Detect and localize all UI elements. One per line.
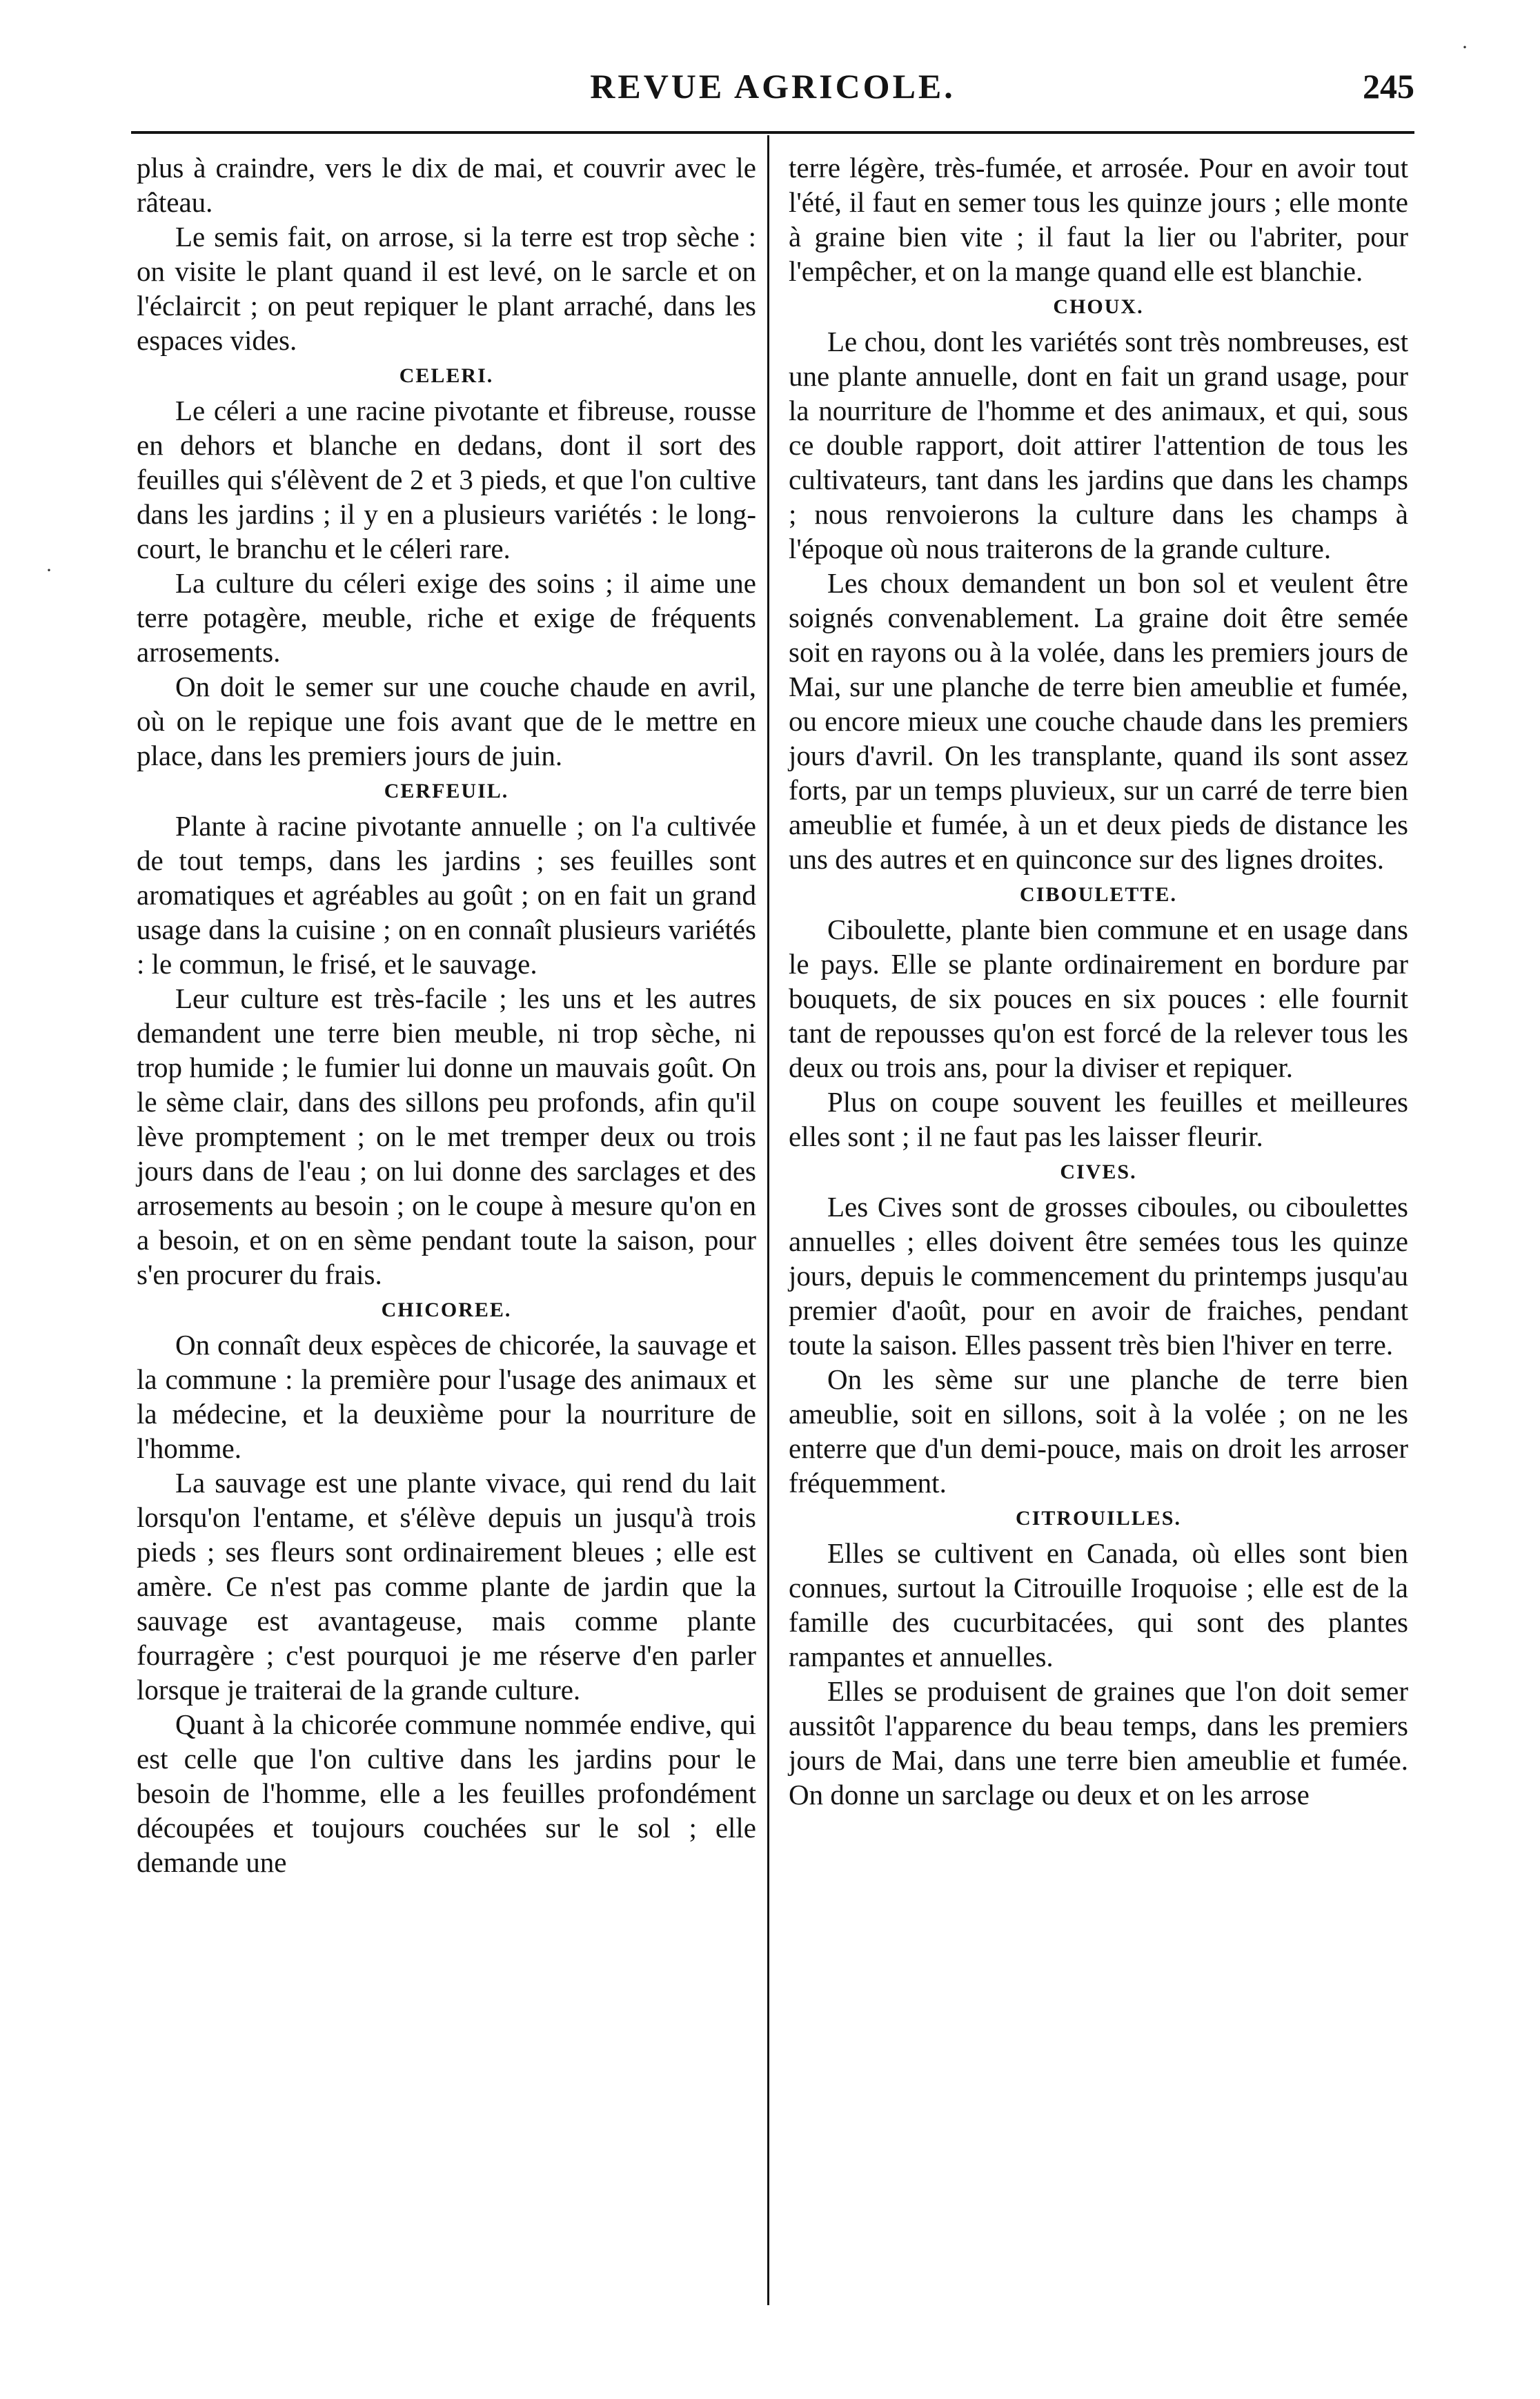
paragraph: Le semis fait, on arrose, si la terre est trop sèche : on visite le plant quand il est levé, on le sarcle et on l'éclaircit ; on peut repiquer le plant arraché, dans les espaces vides. bbox=[137, 221, 756, 356]
journal-title: REVUE AGRICOLE. bbox=[590, 67, 956, 106]
page-number: 245 bbox=[1363, 67, 1414, 106]
print-speck: · bbox=[46, 559, 52, 582]
section-heading-ciboulette: CIBOULETTE. bbox=[1020, 883, 1177, 906]
header-rule bbox=[131, 131, 1414, 134]
section-heading-choux: CHOUX. bbox=[1053, 295, 1144, 318]
paragraph: terre légère, très-fumée, et arrosée. Pour en avoir tout l'été, il faut en semer tous les quinze jours ; elle monte à graine bien vite ; il faut la lier ou l'abriter, pour l'empêcher, et on la mange quand elle est blanchie. bbox=[789, 152, 1408, 287]
paragraph: On les sème sur une planche de terre bien ameublie, soit en sillons, soit à la volée ; on ne les enterre que d'un demi-pouce, mais on droit les arroser fréquemment. bbox=[789, 1363, 1408, 1499]
paragraph: Ciboulette, plante bien commune et en usage dans le pays. Elle se plante ordinairement en bordure par bouquets, de six pouces en six pouces : elle fournit tant de repousses qu'on est forcé de la relever tous les deux ou trois ans, pour la diviser et repiquer. bbox=[789, 914, 1408, 1083]
section-heading-chicoree: CHICOREE. bbox=[381, 1299, 512, 1321]
paragraph: Leur culture est très-facile ; les uns et les autres demandent une terre bien meuble, ni trop sèche, ni trop humide ; le fumier lui donne un mauvais goût. On le sème clair, dans des sillons peu profonds, afin qu'il lève promptement ; on le met tremper deux ou trois jours dans de l'eau ; on lui donne des sarclages et des arrosements au besoin ; on le coupe à mesure qu'on en a besoin, et on en sème pendant toute la saison, pour s'en procurer du frais. bbox=[137, 983, 756, 1290]
paragraph: Le céleri a une racine pivotante et fibreuse, rousse en dehors et blanche en dedans, dont il sort des feuilles qui s'élèvent de 2 et 3 pieds, et que l'on cultive dans les jardins ; il y en a plusieurs variétés : le long-court, le branchu et le céleri rare. bbox=[137, 395, 756, 564]
running-header bbox=[131, 66, 1414, 128]
paragraph: Plus on coupe souvent les feuilles et meilleures elles sont ; il ne faut pas les laisser fleurir. bbox=[789, 1086, 1408, 1152]
paragraph: La sauvage est une plante vivace, qui rend du lait lorsqu'on l'entame, et s'élève depuis un jusqu'à trois pieds ; ses fleurs sont ordinairement bleues ; elle est amère. Ce n'est pas comme plante de jardin que la sauvage est avantageuse, mais comme plante fourragère ; c'est pourquoi je me réserve d'en parler lorsque je traiterai de la grande culture. bbox=[137, 1467, 756, 1706]
section-heading-citrouilles: CITROUILLES. bbox=[1016, 1507, 1181, 1530]
section-heading-cerfeuil: CERFEUIL. bbox=[384, 780, 509, 802]
column-divider bbox=[767, 135, 769, 2305]
paragraph: Quant à la chicorée commune nommée endive, qui est celle que l'on cultive dans les jardins pour le besoin de l'homme, elle a les feuilles profondément découpées et toujours couchées sur le sol ; elle demande une bbox=[137, 1708, 756, 1878]
paragraph: La culture du céleri exige des soins ; il aime une terre potagère, meuble, riche et exige de fréquents arrosements. bbox=[137, 567, 756, 668]
paragraph: Les Cives sont de grosses ciboules, ou ciboulettes annuelles ; elles doivent être semées tous les quinze jours, depuis le commencement du printemps jusqu'au premier d'août, pour en avoir de fraiches, pendant toute la saison. Elles passent très bien l'hiver en terre. bbox=[789, 1191, 1408, 1361]
paragraph: Plante à racine pivotante annuelle ; on l'a cultivée de tout temps, dans les jardins ; ses feuilles sont aromatiques et agréables au goût ; on en fait un grand usage dans la cuisine ; on en connaît plusieurs variétés : le commun, le frisé, et le sauvage. bbox=[137, 810, 756, 980]
paragraph: Elles se produisent de graines que l'on doit semer aussitôt l'apparence du beau temps, dans les premiers jours de Mai, dans une terre bien ameublie et fumée. On donne un sarclage ou deux et on les arrose bbox=[789, 1675, 1408, 1810]
paragraph: Le chou, dont les variétés sont très nombreuses, est une plante annuelle, dont en fait un grand usage, pour la nourriture de l'homme et des animaux, et qui, sous ce double rapport, doit attirer l'attention de tous les cultivateurs, tant dans les jardins que dans les champs ; nous renvoierons la culture dans les champs à l'époque où nous traiterons de la grande culture. bbox=[789, 326, 1408, 564]
section-heading-celeri: CELERI. bbox=[399, 364, 494, 387]
paragraph: Elles se cultivent en Canada, où elles sont bien connues, surtout la Citrouille Iroquoise ; elle est de la famille des cucurbitacées, qui sont des plantes rampantes et annuelles. bbox=[789, 1537, 1408, 1672]
paragraph: On connaît deux espèces de chicorée, la sauvage et la commune : la première pour l'usage des animaux et la médecine, et la deuxième pour la nourriture de l'homme. bbox=[137, 1329, 756, 1464]
right-column bbox=[789, 150, 1408, 1812]
paragraph: On doit le semer sur une couche chaude en avril, où on le repique une fois avant que de le mettre en place, dans les premiers jours de juin. bbox=[137, 671, 756, 771]
paragraph: plus à craindre, vers le dix de mai, et couvrir avec le râteau. bbox=[137, 152, 756, 218]
left-column bbox=[137, 150, 756, 1879]
section-heading-cives: CIVES. bbox=[1060, 1161, 1137, 1183]
paragraph: Les choux demandent un bon sol et veulent être soignés convenablement. La graine doit être semée soit en rayons ou à la volée, dans les premiers jours de Mai, sur une planche de terre bien ameublie et fumée, ou encore mieux une couche chaude dans les premiers jours d'avril. On les transplante, quand ils sont assez forts, par un temps pluvieux, sur un carré de terre bien ameublie et fumée, à un et deux pieds de distance les uns des autres et en quinconce sur des lignes droites. bbox=[789, 567, 1408, 875]
print-speck: · bbox=[1461, 36, 1468, 59]
